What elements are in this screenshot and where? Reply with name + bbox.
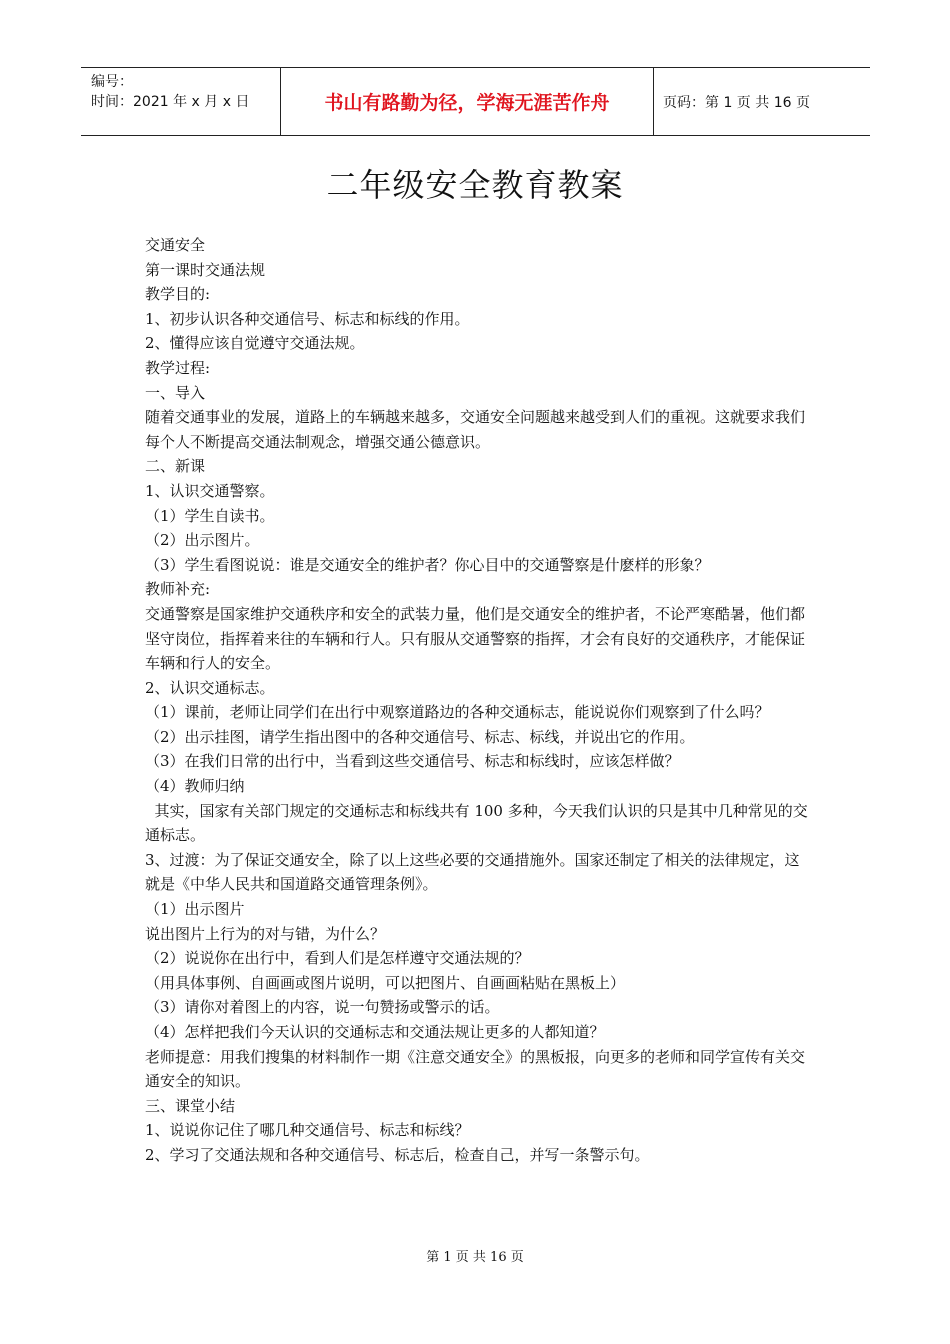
document-number-label: 编号：: [91, 74, 133, 90]
body-paragraph: 教学目的:: [145, 285, 211, 304]
document-body: [145, 233, 813, 1168]
body-paragraph: 一、导入: [145, 383, 206, 402]
document-date-label: 时间：2021 年 x 月 x 日: [91, 94, 250, 110]
header-motto: 书山有路勤为径，学海无涯苦作舟: [281, 68, 654, 135]
body-paragraph: （用具体事例、自画画或图片说明，可以把图片、自画画粘贴在黑板上）: [145, 973, 626, 992]
body-paragraph: 2、懂得应该自觉遵守交通法规。: [145, 334, 365, 353]
body-paragraph: 三、课堂小结: [145, 1096, 236, 1115]
body-paragraph: （1）课前，老师让同学们在出行中观察道路边的各种交通标志，能说说你们观察到了什么吗？: [145, 703, 770, 722]
body-paragraph: 老师提意：用我们搜集的材料制作一期《注意交通安全》的黑板报，向更多的老师和同学宣传有关交通安全的知识。: [145, 1047, 806, 1091]
body-paragraph: 说出图片上行为的对与错，为什么？: [145, 924, 386, 943]
document-header: [81, 67, 870, 136]
body-paragraph: 随着交通事业的发展，道路上的车辆越来越多，交通安全问题越来越受到人们的重视。这就要求我们每个人不断提高交通法制观念，增强交通公德意识。: [145, 408, 806, 451]
body-paragraph: （1）学生自读书。: [145, 506, 275, 525]
body-paragraph: （2）出示图片。: [145, 531, 260, 550]
body-paragraph: （3）学生看图说说：谁是交通安全的维护者？你心目中的交通警察是什麽样的形象？: [145, 555, 710, 574]
body-paragraph: 1、初步认识各种交通信号、标志和标线的作用。: [145, 309, 470, 328]
body-paragraph: 2、学习了交通法规和各种交通信号、标志后，检查自己，并写一条警示句。: [145, 1145, 650, 1164]
body-paragraph: （4）教师归纳: [145, 777, 245, 796]
body-paragraph: 第一课时交通法规: [145, 260, 266, 279]
body-paragraph: 2、认识交通标志。: [145, 678, 275, 697]
body-paragraph: 交通安全: [145, 236, 206, 254]
body-paragraph: 教师补充:: [145, 580, 211, 599]
body-paragraph: （3）请你对着图上的内容，说一句赞扬或警示的话。: [145, 998, 500, 1017]
body-paragraph: 1、说说你记住了哪几种交通信号、标志和标线？: [145, 1121, 470, 1140]
document-title: 二年级安全教育教案: [326, 166, 624, 204]
body-paragraph: 教学过程:: [145, 358, 211, 377]
body-paragraph: 其实，国家有关部门规定的交通标志和标线共有 100 多种，今天我们认识的只是其中几种常见的交通标志。: [145, 801, 808, 845]
body-paragraph: （3）在我们日常的出行中，当看到这些交通信号、标志和标线时，应该怎样做？: [145, 752, 680, 771]
body-paragraph: （2）说说你在出行中，看到人们是怎样遵守交通法规的？: [145, 949, 530, 968]
body-paragraph: 1、认识交通警察。: [145, 481, 275, 500]
body-paragraph: （2）出示挂图，请学生指出图中的各种交通信号、标志、标线，并说出它的作用。: [145, 727, 695, 746]
body-paragraph: （1）出示图片: [145, 900, 245, 919]
body-paragraph: （4）怎样把我们今天认识的交通标志和交通法规让更多的人都知道？: [145, 1023, 605, 1041]
body-paragraph: 二、新课: [145, 457, 206, 476]
page-footer: 第 1 页 共 16 页: [426, 1250, 524, 1265]
body-paragraph: 3、过渡：为了保证交通安全，除了以上这些必要的交通措施外。国家还制定了相关的法律规定，这就是《中华人民共和国道路交通管理条例》。: [145, 850, 800, 894]
body-paragraph: 交通警察是国家维护交通秩序和安全的武装力量，他们是交通安全的维护者，不论严寒酷暑，他们都坚守岗位，指挥着来往的车辆和行人。只有服从交通警察的指挥，才会有良好的交通秩序，才能保证车辆和行人的安全。: [145, 604, 806, 673]
header-page-number: 页码：第 1 页 共 16 页: [663, 94, 810, 111]
header-meta-cell: [81, 68, 281, 135]
